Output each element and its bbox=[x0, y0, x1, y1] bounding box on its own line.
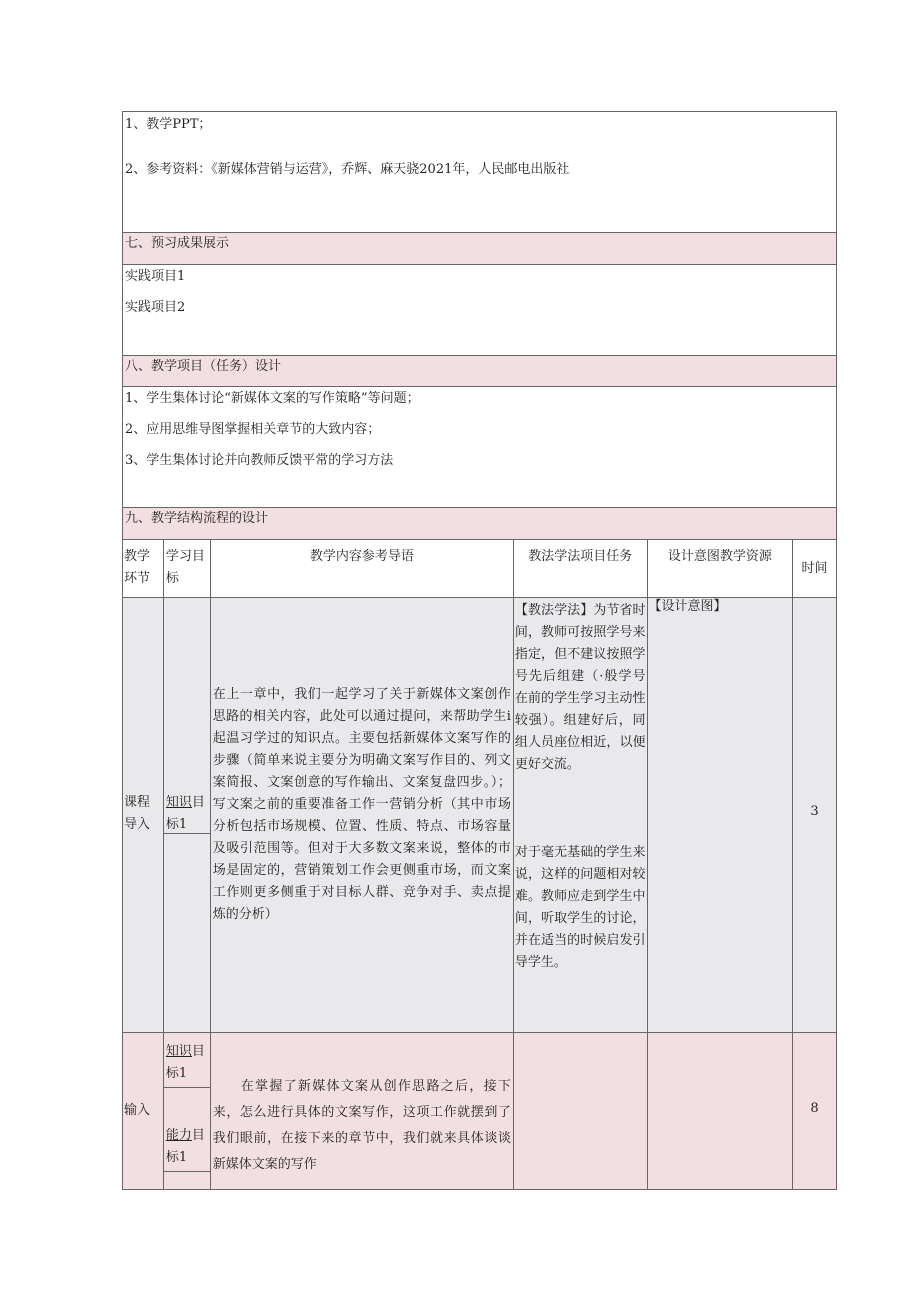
stage-cell bbox=[123, 598, 163, 1032]
content-text: 在上一章中，我们一起学习了关于新媒体文案创作思路的相关内容，此处可以通过提问，来帮助学生i起温习学过的知识点。主要包括新媒体文案写作的步骤（简单来说主要分为明确文案写作目的、列文案简报、文案创意的写作输出、文案复盘四步。）；写文案之前的重要准备工作一营销分析（其中市场分析包括市场规模、位置、性质、特点、市场容量及吸引范围等。但对于大多数文案来说，整体的市场是固定的，营销策划工作会更侧重市场，而文案工作则更多侧重于对目标人群、竞争对手、卖点提炼的分析） bbox=[212, 687, 511, 922]
header-stage-text: 教学环节 bbox=[124, 549, 151, 586]
flow-heading: 九、教学结构流程的设计 bbox=[125, 511, 269, 526]
header-method-text: 教法学法项目任务 bbox=[528, 549, 633, 564]
design-text: 【设计意图】 bbox=[648, 599, 727, 614]
project-item-1: 1、学生集体讨论“新媒体文案的写作策略”等问题； bbox=[125, 391, 420, 406]
goal-2-rest: 目标1 bbox=[165, 1128, 205, 1165]
time-cell bbox=[792, 1033, 836, 1189]
design-cell bbox=[647, 1033, 793, 1189]
goal-cell bbox=[163, 598, 210, 1032]
method-body: 为节省时间，教师可按照学号来指定，但不建议按照学号先后组建（·般学号在前的学生学习主动性较强）。组建好后，同组人员座位相近，以便更好交流。 bbox=[514, 603, 646, 772]
flow-table bbox=[123, 539, 836, 1189]
project-item-3: 3、学生集体讨论并向教师反馈平常的学习方法 bbox=[125, 453, 394, 468]
goal-rest: 目标1 bbox=[165, 795, 205, 832]
preview-heading: 七、预习成果展示 bbox=[125, 236, 230, 251]
project-heading: 八、教学项目（任务）设计 bbox=[125, 359, 282, 374]
goal-divider bbox=[164, 833, 210, 834]
goal-1-link[interactable]: 知识 bbox=[165, 1044, 192, 1059]
preview-section bbox=[123, 264, 836, 355]
goal-1-text bbox=[166, 1041, 210, 1085]
time-text: 3 bbox=[810, 804, 819, 819]
design-cell bbox=[647, 598, 793, 1032]
resources-item-2: 2、参考资料：《新媒体营销与运营》，乔辉、麻天骁2021年，人民邮电出版社 bbox=[125, 162, 570, 177]
header-content bbox=[210, 540, 513, 597]
header-content-text: 教学内容参考导语 bbox=[309, 549, 414, 564]
header-goal bbox=[163, 540, 210, 597]
project-section bbox=[123, 386, 836, 507]
table-row bbox=[123, 1032, 836, 1189]
resources-section bbox=[123, 112, 836, 232]
content-cell bbox=[210, 1033, 513, 1189]
goal-divider bbox=[164, 1171, 210, 1172]
stage-text: 课程导入 bbox=[124, 795, 151, 832]
method-text-2: 对于毫无基础的学生来说，这样的问题相对较难。教师应走到学生中间，听取学生的讨论，并在适当的时候启发引导学生。 bbox=[514, 845, 646, 970]
preview-heading-row bbox=[123, 232, 836, 264]
goal-2-text bbox=[166, 1125, 210, 1169]
goal-link[interactable]: 知识 bbox=[165, 795, 192, 810]
time-cell bbox=[792, 598, 836, 1032]
preview-item-2: 实践项目2 bbox=[125, 300, 186, 315]
stage-text: 输入 bbox=[124, 1103, 151, 1118]
lesson-plan-table bbox=[122, 111, 837, 1190]
project-heading-row bbox=[123, 355, 836, 386]
method-cell bbox=[513, 1033, 647, 1189]
table-row bbox=[123, 597, 836, 1032]
flow-heading-row bbox=[123, 507, 836, 539]
header-design-text: 设计意图教学资源 bbox=[667, 549, 772, 564]
goal-text bbox=[166, 792, 210, 836]
flow-table-header bbox=[123, 540, 836, 597]
method-label: 【教法学法】 bbox=[514, 603, 594, 618]
content-cell bbox=[210, 598, 513, 1032]
time-text: 8 bbox=[810, 1101, 819, 1116]
content-text: 在掌握了新媒体文案从创作思路之后，接下来，怎么进行具体的文案写作，这项工作就摆到了我们眼前，在接下来的章节中，我们就来具体谈谈新媒体文案的写作 bbox=[212, 1079, 511, 1172]
method-cell bbox=[513, 598, 647, 1032]
resources-item-1: 1、教学PPT； bbox=[125, 117, 212, 132]
preview-item-1: 实践项目1 bbox=[125, 269, 186, 284]
header-time-text: 时间 bbox=[801, 561, 828, 576]
method-text bbox=[515, 600, 646, 776]
stage-cell bbox=[123, 1033, 163, 1189]
goal-cell bbox=[163, 1033, 210, 1189]
goal-divider bbox=[164, 1087, 210, 1088]
header-stage bbox=[123, 540, 163, 597]
header-method bbox=[513, 540, 647, 597]
header-time bbox=[792, 540, 836, 597]
header-design bbox=[647, 540, 793, 597]
goal-2-link[interactable]: 能力 bbox=[165, 1128, 192, 1143]
goal-1-rest: 目标1 bbox=[165, 1044, 205, 1081]
project-item-2: 2、应用思维导图掌握相关章节的大致内容； bbox=[125, 422, 381, 437]
header-goal-text: 学习目标 bbox=[165, 549, 205, 586]
